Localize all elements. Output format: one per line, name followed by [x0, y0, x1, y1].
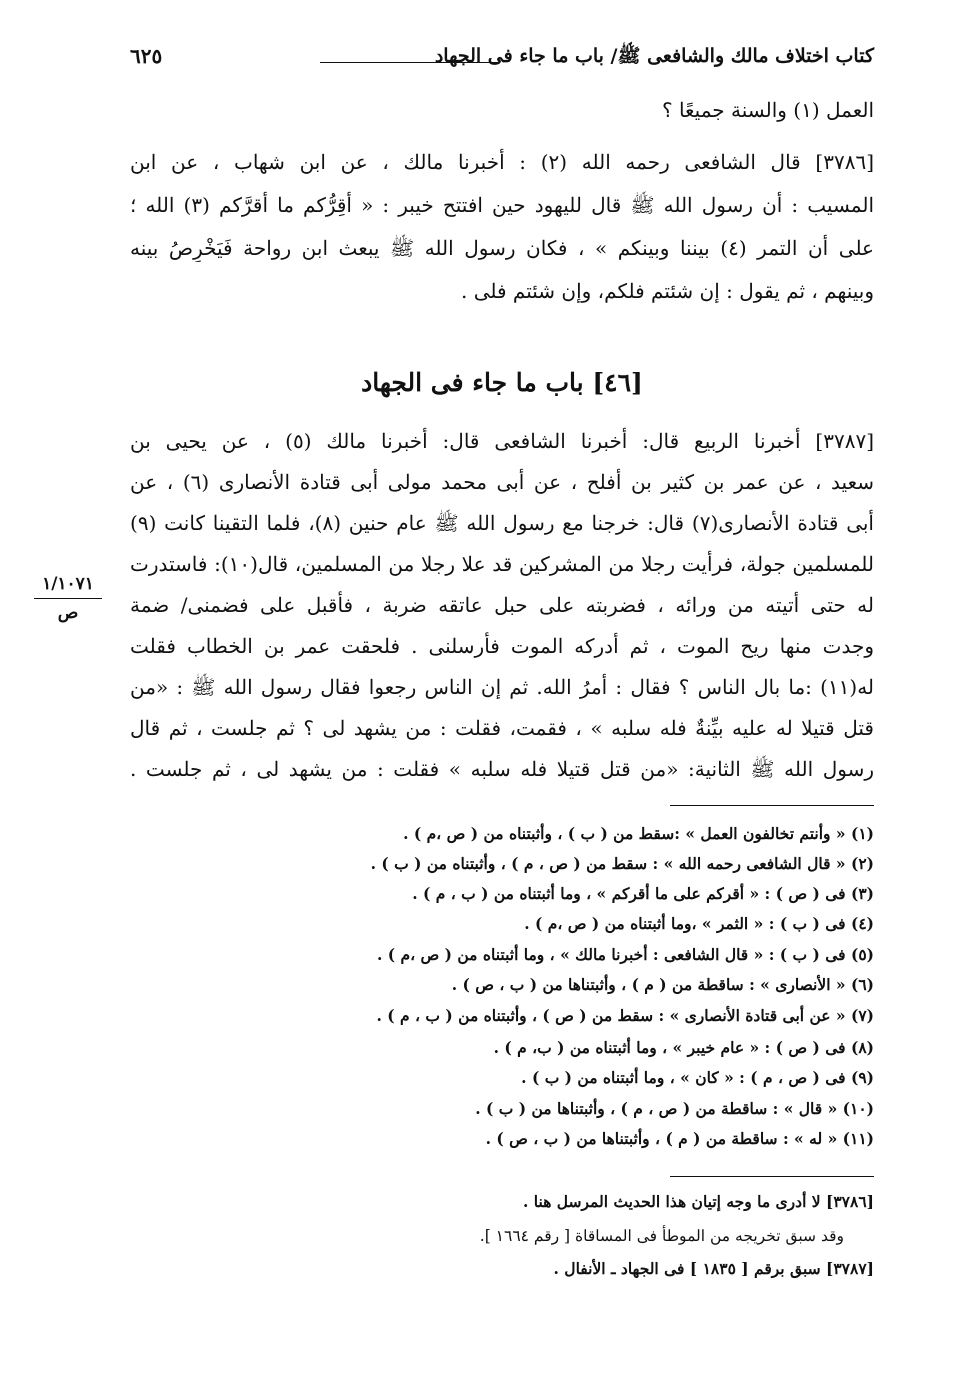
body-line: [٣٧٨٦] قال الشافعى رحمه الله (٢) : أخبرنا مالك ، عن ابن شهاب ، عن ابن	[130, 150, 874, 174]
notes-rule	[670, 1176, 874, 1177]
running-title: كتاب اختلاف مالك والشافعى ﷺ/ باب ما جاء فى الجهاد	[434, 45, 874, 67]
body-line: المسيب : أن رسول الله ﷺ قال لليهود حين افتتح خيبر : « أقِرُّكم ما أقرَّكم (٣) الله ؛	[130, 193, 874, 217]
margin-ref-number: ١/١٠٧١	[34, 574, 102, 599]
body-line: للمسلمين جولة، فرأيت رجلا من المشركين قد علا رجلا من المسلمين، قال(١٠): فاستدرت	[130, 552, 874, 576]
body-line: [٣٧٨٧] أخبرنا الربيع قال: أخبرنا الشافعى قال: أخبرنا مالك (٥) ، عن يحيى بن	[130, 429, 874, 453]
footnote: (١) « وأنتم تخالفون العمل » :سقط من ( ب ) ، وأثبتناه من ( ص ،م ) .	[403, 824, 874, 843]
body-line: له حتى أتيته من ورائه ، فضربته على حبل عاتقه ضربة ، فأقبل على فضمنى/ ضمة	[130, 593, 874, 617]
body-line: سعيد ، عن عمر بن كثير بن أفلح ، عن أبى محمد مولى أبى قتادة الأنصارى (٦) ، عن	[130, 470, 874, 494]
margin-reference	[34, 574, 102, 623]
body-line: أبى قتادة الأنصارى(٧) قال: خرجنا مع رسول الله ﷺ عام حنين (٨)، فلما التقينا كانت (٩)	[130, 511, 874, 535]
body-line: وجدت منها ريح الموت ، ثم أدركه الموت فأرسلنى . فلحقت عمر بن الخطاب فقلت	[130, 634, 874, 658]
footnote: (٦) « الأنصارى » : ساقطة من ( م ) ، وأثبتناها من ( ب ، ص ) .	[451, 975, 874, 994]
footnote: (٤) فى ( ب ) : « الثمر » ،وما أثبتناه من ( ص ،م ) .	[524, 914, 874, 933]
footnote: (١١) « له » : ساقطة من ( م ) ، وأثبتناها من ( ب ، ص ) .	[485, 1129, 874, 1148]
body-line: قتل قتيلا له عليه بيِّنةٌ فله سلبه » ، فقمت، فقلت : من يشهد لى ؟ ثم جلست ، ثم قال	[130, 716, 874, 740]
footnote: (٨) فى ( ص ) : « عام خيبر » ، وما أثبتناه من ( ب، م ) .	[493, 1038, 874, 1057]
source-note: [٣٧٨٧] سبق برقم [ ١٨٣٥ ] فى الجهاد ـ الأنفال .	[553, 1259, 874, 1278]
margin-ref-letter: ص	[57, 603, 79, 623]
body-line: رسول الله ﷺ الثانية: «من قتل قتيلا فله سلبه » فقلت : من يشهد لى ، ثم جلست .	[130, 757, 874, 781]
page-number: ٦٢٥	[130, 44, 163, 68]
body-line: العمل (١) والسنة جميعًا ؟	[661, 98, 874, 122]
footnote: (٥) فى ( ب ) : « قال الشافعى : أخبرنا مالك » ، وما أثبتناه من ( ص ،م ) .	[377, 945, 874, 964]
footnote: (١٠) « قال » : ساقطة من ( ص ، م ) ، وأثبتناها من ( ب ) .	[475, 1099, 874, 1118]
body-line: له(١١) :ما بال الناس ؟ فقال : أمرُ الله. ثم إن الناس رجعوا فقال رسول الله ﷺ : «من	[130, 675, 874, 699]
footnote: (٧) « عن أبى قتادة الأنصارى » : سقط من ( ص ) ، وأثبتناه من ( ب ، م ) .	[376, 1006, 874, 1025]
page-header	[130, 44, 874, 78]
source-note: [٣٧٨٦] لا أدرى ما وجه إتيان هذا الحديث المرسل هنا .	[523, 1192, 874, 1211]
source-note: وقد سبق تخريجه من الموطأ فى المساقاة [ رقم ١٦٦٤ ].	[479, 1227, 844, 1245]
section-heading: [٤٦] باب ما جاء فى الجهاد	[361, 368, 643, 397]
footnote: (٣) فى ( ص ) : « أقركم على ما أقركم » ، وما أثبتناه من ( ب ، م ) .	[412, 884, 874, 903]
footnote: (٩) فى ( ص ، م ) : « كان » ، وما أثبتناه من ( ب ) .	[521, 1068, 874, 1087]
header-rule	[320, 62, 500, 63]
body-line: على أن التمر (٤) بيننا وبينكم » ، فكان رسول الله ﷺ يبعث ابن رواحة فَيَخْرِصُ بينه	[130, 236, 874, 260]
footnote-rule	[670, 805, 874, 806]
body-line: وبينهم ، ثم يقول : إن شئتم فلكم، وإن شئتم فلى .	[461, 279, 874, 303]
footnote: (٢) « قال الشافعى رحمه الله » : سقط من ( ص ، م ) ، وأثبتناه من ( ب ) .	[370, 854, 874, 873]
